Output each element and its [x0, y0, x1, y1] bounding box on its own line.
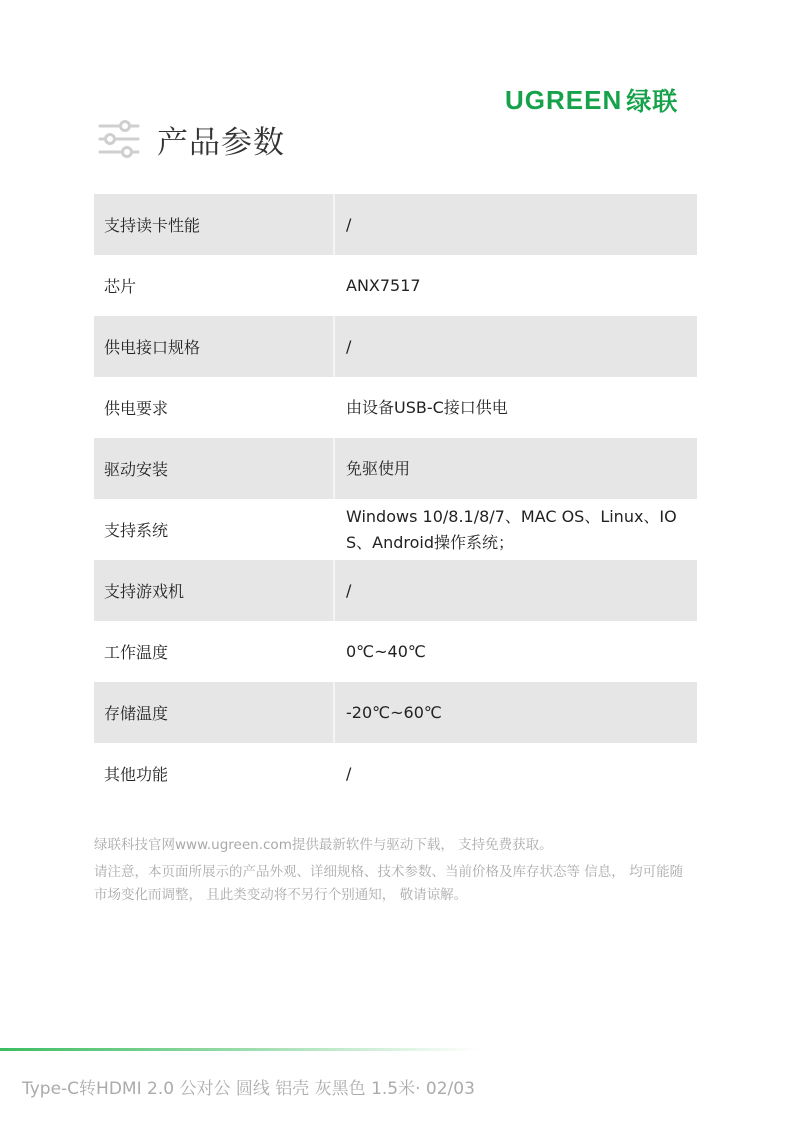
- brand-logo: [505, 82, 699, 118]
- spec-label: 供电要求: [104, 399, 169, 418]
- section-header: [98, 118, 285, 160]
- notice-text: 请注意，本页面所展示的产品外观、详细规格、技术参数、当前价格及库存状态等 信息， 均可能随市场变化而调整， 且此类变动将不另行个别通知， 敬请谅解。: [94, 864, 684, 903]
- page-title: 产品参数: [157, 124, 285, 161]
- spec-row: [94, 621, 697, 682]
- spec-value: 由设备USB-C接口供电: [346, 397, 508, 417]
- spec-table: [94, 194, 697, 804]
- spec-value: /: [346, 336, 352, 356]
- spec-label: 供电接口规格: [104, 338, 201, 357]
- settings-sliders-icon: [98, 119, 140, 159]
- spec-label: 支持游戏机: [104, 582, 185, 601]
- spec-label: 存储温度: [104, 704, 169, 723]
- spec-value: 免驱使用: [346, 458, 411, 478]
- spec-row: [94, 743, 697, 804]
- footer-product-name: Type-C转HDMI 2.0 公对公 圆线 铝壳 灰黑色 1.5米· 02/03: [22, 1079, 475, 1099]
- download-note: 绿联科技官网www.ugreen.com提供最新软件与驱动下载， 支持免费获取。: [94, 837, 553, 853]
- brand-name-en: UGREEN: [505, 84, 623, 115]
- spec-label: 芯片: [104, 277, 137, 296]
- spec-label: 工作温度: [104, 643, 169, 662]
- spec-row: [94, 499, 697, 560]
- spec-label: 支持读卡性能: [104, 216, 201, 235]
- spec-value: -20℃~60℃: [346, 702, 442, 722]
- spec-row: [94, 255, 697, 316]
- spec-value: 0℃~40℃: [346, 641, 426, 661]
- spec-value: /: [346, 214, 352, 234]
- spec-value: /: [346, 763, 352, 783]
- spec-label: 其他功能: [104, 765, 169, 784]
- spec-label: 支持系统: [104, 521, 169, 540]
- spec-value: ANX7517: [346, 275, 421, 295]
- spec-label: 驱动安装: [104, 460, 169, 479]
- spec-row: [94, 682, 697, 743]
- disclaimer: [94, 834, 694, 907]
- spec-row: [94, 438, 697, 499]
- spec-row: [94, 377, 697, 438]
- spec-value: /: [346, 580, 352, 600]
- brand-name-zh: 绿联: [626, 87, 679, 116]
- spec-row: [94, 194, 697, 255]
- spec-row: [94, 316, 697, 377]
- footer-divider: [0, 1048, 480, 1051]
- spec-row: [94, 560, 697, 621]
- spec-value: Windows 10/8.1/8/7、MAC OS、Linux、IOS、Android操作系统；: [346, 506, 677, 552]
